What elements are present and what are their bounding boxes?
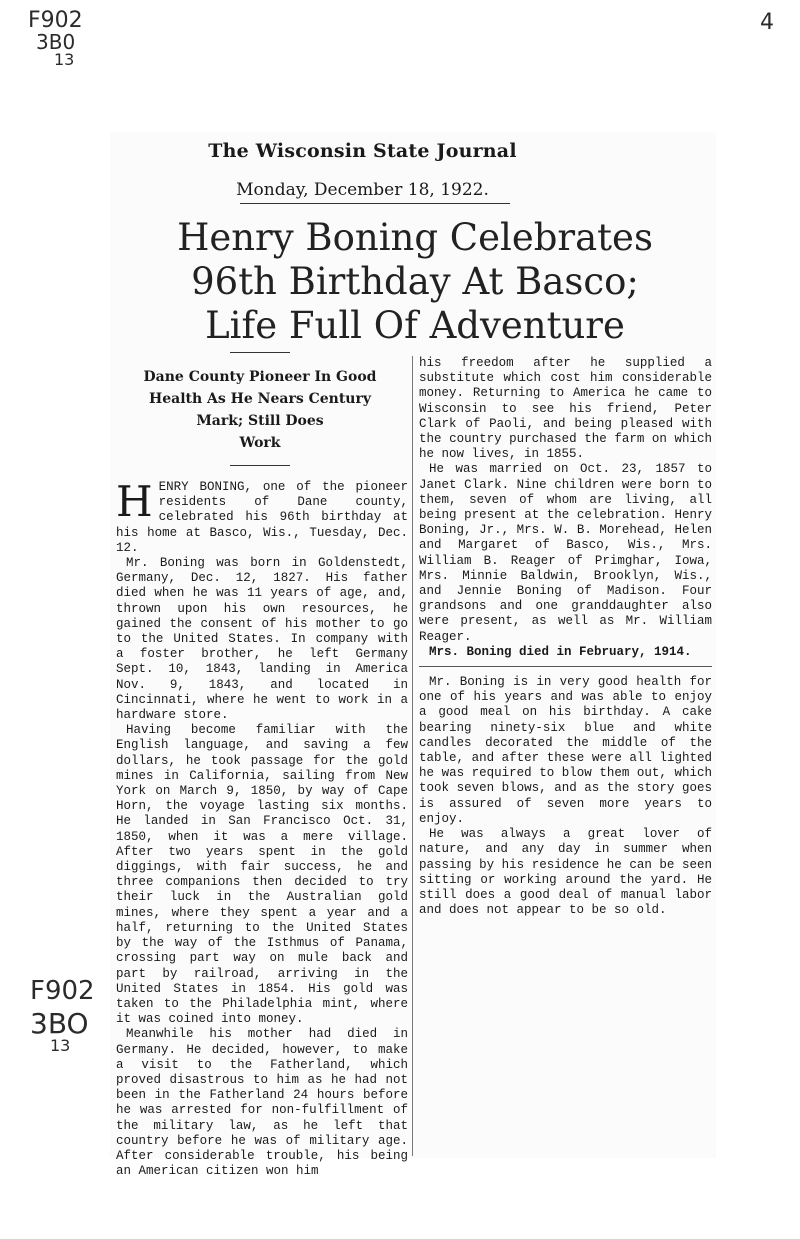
archive-annotation-left [30,978,95,1054]
article-paragraph: his freedom after he supplied a substitute which cost him considerable money. Returning to America he came to Wisconsin to see his friend, Peter Clark of Paoli, and being pleased with the country purchased the farm on which he now lives, in 1855. [419,356,712,462]
article-paragraph: Mr. Boning was born in Goldenstedt, Germany, Dec. 12, 1827. His father died when he was 11 years of age, and, thrown upon his own resources, he gained the consent of his mother to go to the United States. In company with a foster brother, he left Germany Sept. 10, 1843, landing in America Nov. 9, 1843, and located in Cincinnati, where he went to work in a hardware store. [116,556,408,723]
article-paragraph: He was always a great lover of nature, and any day in summer when passing by his residence he can be seen sitting or working around the yard. He still does a good deal of manual labor and does not appear to be so old. [419,827,712,918]
article-column-right [419,356,712,918]
article-paragraph: Having become familiar with the English language, and saving a few dollars, he took passage for the gold mines in California, sailing from New York on March 9, 1850, by way of Cape Horn, the voyage lasting six months. He landed in San Francisco Oct. 31, 1850, when it was a mere village. After two years spent in the gold diggings, with fair success, he and three companions then decided to try their luck in the Australian gold mines, where they spent a year and a half, returning to the United States by the way of the Isthmus of Panama, crossing part way on mule back and part by railroad, arriving in the United States in 1854. His gold was taken to the Philadelphia mint, where it was coined into money. [116,723,408,1027]
annotation-line: 3B0 [36,30,76,54]
drop-cap: H [116,477,153,526]
date-rule [240,203,510,204]
subheadline-rule [230,465,290,466]
paragraph-text: ENRY BONING, one of the pioneer residents of Dane county, celebrated his 96th birthday at his home at Basco, Wis., Tuesday, Dec. 12. [116,480,408,555]
subheadline-line: Health As He Nears Century [149,391,371,407]
annotation-line: 3BO [30,1007,89,1040]
headline-line: 96th Birthday At Basco; [191,260,639,303]
article-paragraph: Mrs. Boning died in February, 1914. [429,644,692,659]
annotation-line: 13 [54,50,75,69]
page-number-annotation: 4 [760,10,774,35]
article-paragraph [116,477,408,556]
subheadline-line: Work [239,435,281,451]
annotation-line: 13 [50,1036,71,1055]
subheadline-line: Mark; Still Does [196,413,324,429]
subheadline [112,366,408,454]
article-paragraph: Mr. Boning is in very good health for one of his years and was able to enjoy a good meal on his birthday. A cake bearing ninety-six blue and white candles decorated the middle of the table, and after these were all lighted he was required to blow them out, which took seven blows, and as the story goes is assured of seven more years to enjoy. [419,675,712,826]
article-column-left [116,477,408,1179]
publication-date: Monday, December 18, 1922. [236,180,489,200]
newspaper-name: The Wisconsin State Journal [208,140,517,162]
article-paragraph: Meanwhile his mother had died in Germany. He decided, however, to make a visit to the Fatherland, which proved disastrous to him as he had not been in the Fatherland 24 hours before he was arrested for non-fulfillment of the military law, as he left that country before he was of military age. After considerable trouble, his being an American citizen won him [116,1027,408,1179]
section-rule [419,666,712,667]
headline-line: Life Full Of Adventure [205,304,625,347]
headline-line: Henry Boning Celebrates [177,216,653,259]
column-divider [412,356,413,1156]
annotation-line: F902 [30,976,95,1006]
annotation-line: F902 [28,8,83,33]
subheadline-line: Dane County Pioneer In Good [143,369,377,385]
headline-rule [230,352,290,353]
archive-annotation-top [28,10,83,68]
article-paragraph: He was married on Oct. 23, 1857 to Janet Clark. Nine children were born to them, seven of whom are living, all being present at the celebration. Henry Boning, Jr., Mrs. W. B. Morehead, Helen and Margaret of Basco, Wis., Mrs. William B. Reager of Primghar, Iowa, Mrs. Minnie Baldwin, Brooklyn, Wis., and Jennie Boning of Madison. Four grandsons and one granddaughter also were present, as well as Mr. William Reager. [419,462,712,644]
